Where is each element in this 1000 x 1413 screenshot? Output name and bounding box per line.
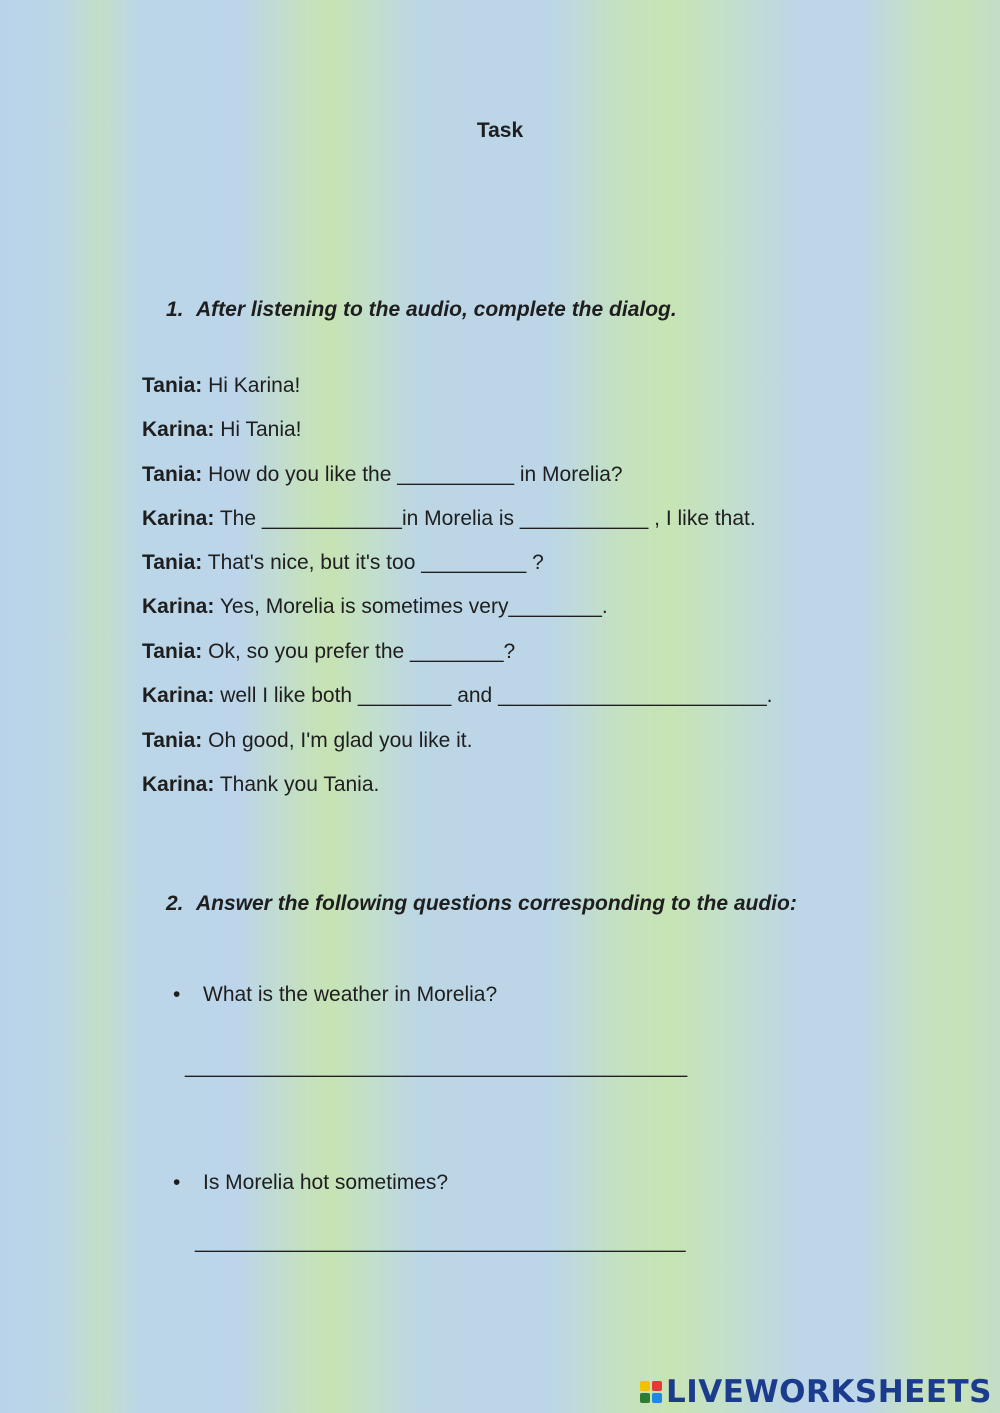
logo-text: LIVEWORKSHEETS — [666, 1374, 992, 1410]
dialog-line — [142, 507, 756, 531]
speaker-name: Karina: — [142, 595, 215, 618]
page-title: Task — [476, 119, 524, 142]
logo-squares-icon — [640, 1381, 662, 1403]
section-2-instruction: Answer the following questions corresponding to the audio: — [196, 892, 797, 915]
question-text: Is Morelia hot sometimes? — [203, 1171, 449, 1194]
answer-line[interactable]: __________________________________________ — [195, 1230, 686, 1253]
speaker-name: Tania: — [142, 551, 203, 574]
speaker-name: Tania: — [142, 729, 203, 752]
section-1-instruction: After listening to the audio, complete the dialog. — [196, 298, 677, 321]
dialog-text: Oh good, I'm glad you like it. — [202, 729, 473, 752]
dialog-line — [142, 551, 544, 575]
speaker-name: Karina: — [142, 507, 215, 530]
logo-square — [652, 1381, 662, 1391]
dialog-line — [142, 374, 300, 398]
speaker-name: Karina: — [142, 684, 215, 707]
dialog-text: The ____________in Morelia is ___________ , I like that. — [214, 507, 756, 530]
bullet-icon: • — [173, 1171, 181, 1194]
dialog-line — [142, 640, 515, 664]
logo-square — [640, 1393, 650, 1403]
speaker-name: Karina: — [142, 418, 215, 441]
dialog-line — [142, 773, 379, 797]
dialog-text: That's nice, but it's too _________ ? — [202, 551, 544, 574]
dialog-text: well I like both ________ and _______________________. — [214, 684, 773, 707]
bullet-icon: • — [173, 983, 181, 1006]
logo-square — [640, 1381, 650, 1391]
liveworksheets-logo — [640, 1374, 992, 1410]
dialog-text: How do you like the __________ in Morelia? — [202, 463, 623, 486]
speaker-name: Tania: — [142, 374, 203, 397]
dialog-text: Hi Karina! — [202, 374, 301, 397]
section-1-heading — [166, 298, 677, 322]
dialog-line — [142, 595, 608, 619]
answer-line[interactable]: ___________________________________________ — [185, 1055, 688, 1078]
question-item — [173, 1171, 448, 1195]
speaker-name: Tania: — [142, 463, 203, 486]
question-text: What is the weather in Morelia? — [203, 983, 498, 1006]
dialog-line — [142, 463, 623, 487]
dialog-text: Thank you Tania. — [214, 773, 380, 796]
question-item — [173, 983, 497, 1007]
speaker-name: Karina: — [142, 773, 215, 796]
speaker-name: Tania: — [142, 640, 203, 663]
dialog-line — [142, 729, 472, 753]
dialog-text: Ok, so you prefer the ________? — [202, 640, 516, 663]
dialog-text: Hi Tania! — [214, 418, 302, 441]
dialog-text: Yes, Morelia is sometimes very________. — [214, 595, 608, 618]
logo-square — [652, 1393, 662, 1403]
dialog-line — [142, 418, 302, 442]
section-2-heading — [166, 892, 797, 916]
section-2-number: 2. — [166, 892, 184, 915]
dialog-line — [142, 684, 773, 708]
section-1-number: 1. — [166, 298, 184, 321]
